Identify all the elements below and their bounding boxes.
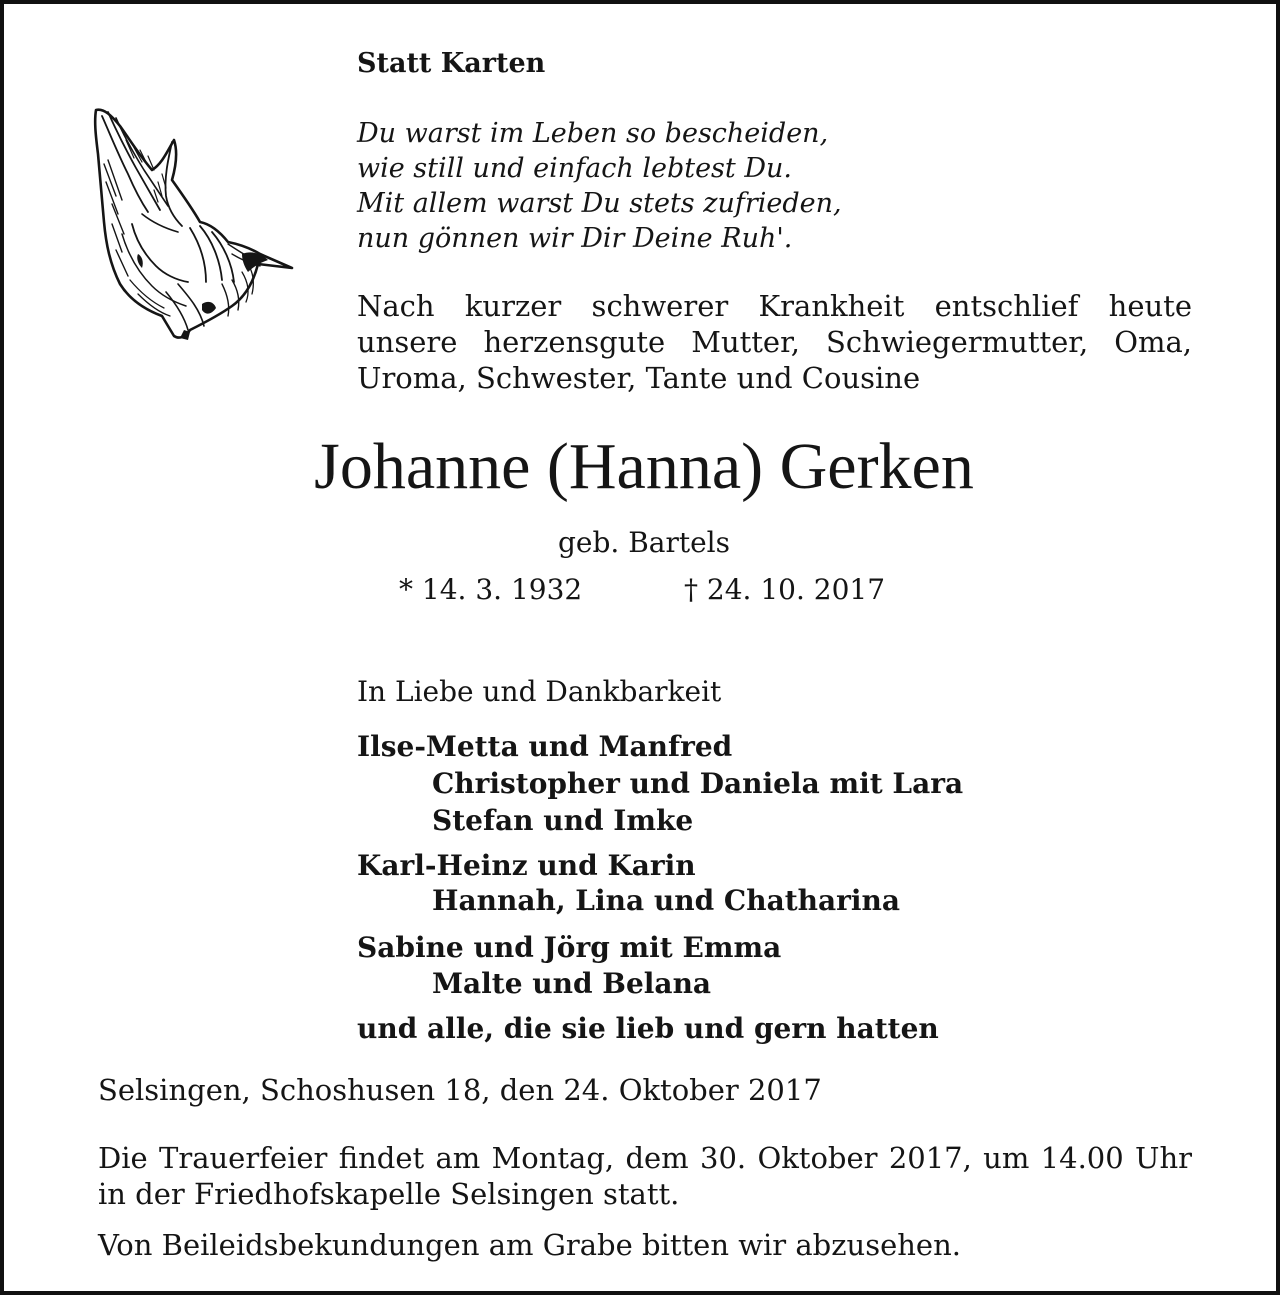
birth-name: geb. Bartels bbox=[557, 526, 731, 559]
memorial-poem bbox=[357, 116, 842, 256]
service-info: Die Trauerfeier findet am Montag, dem 30. Oktober 2017, um 14.00 Uhr in der Friedhofskapelle Selsingen statt. bbox=[98, 1141, 1192, 1211]
condolence-note: Von Beileidsbekundungen am Grabe bitten wir abzusehen. bbox=[98, 1228, 961, 1262]
family-line: und alle, die sie lieb und gern hatten bbox=[357, 1012, 939, 1045]
praying-hands-icon bbox=[82, 104, 302, 344]
family-line: Christopher und Daniela mit Lara bbox=[432, 767, 964, 800]
family-line: Ilse-Metta und Manfred bbox=[357, 730, 733, 763]
death-date: † 24. 10. 2017 bbox=[684, 573, 886, 606]
family-line: Sabine und Jörg mit Emma bbox=[357, 931, 782, 964]
family-line: Karl-Heinz und Karin bbox=[357, 849, 696, 882]
deceased-name: Johanne (Hanna) Gerken bbox=[314, 430, 974, 503]
family-line: Hannah, Lina und Chatharina bbox=[432, 884, 901, 917]
poem-line: Du warst im Leben so bescheiden, bbox=[357, 118, 829, 149]
place-date: Selsingen, Schoshusen 18, den 24. Oktober 2017 bbox=[98, 1073, 822, 1107]
family-line: Stefan und Imke bbox=[432, 804, 694, 837]
poem-line: wie still und einfach lebtest Du. bbox=[357, 153, 792, 184]
birth-date: * 14. 3. 1932 bbox=[399, 573, 583, 606]
poem-line: Mit allem warst Du stets zufrieden, bbox=[357, 188, 842, 219]
poem-line: nun gönnen wir Dir Deine Ruh'. bbox=[357, 223, 793, 254]
family-line: Malte und Belana bbox=[432, 967, 712, 1000]
closing-phrase: In Liebe und Dankbarkeit bbox=[357, 675, 722, 708]
notice-heading: Statt Karten bbox=[357, 48, 546, 79]
intro-text: Nach kurzer schwerer Krankheit entschlief heute unsere herzensgute Mutter, Schwiegermutter, Oma, Uroma, Schwester, Tante und Cousine bbox=[357, 289, 1192, 395]
